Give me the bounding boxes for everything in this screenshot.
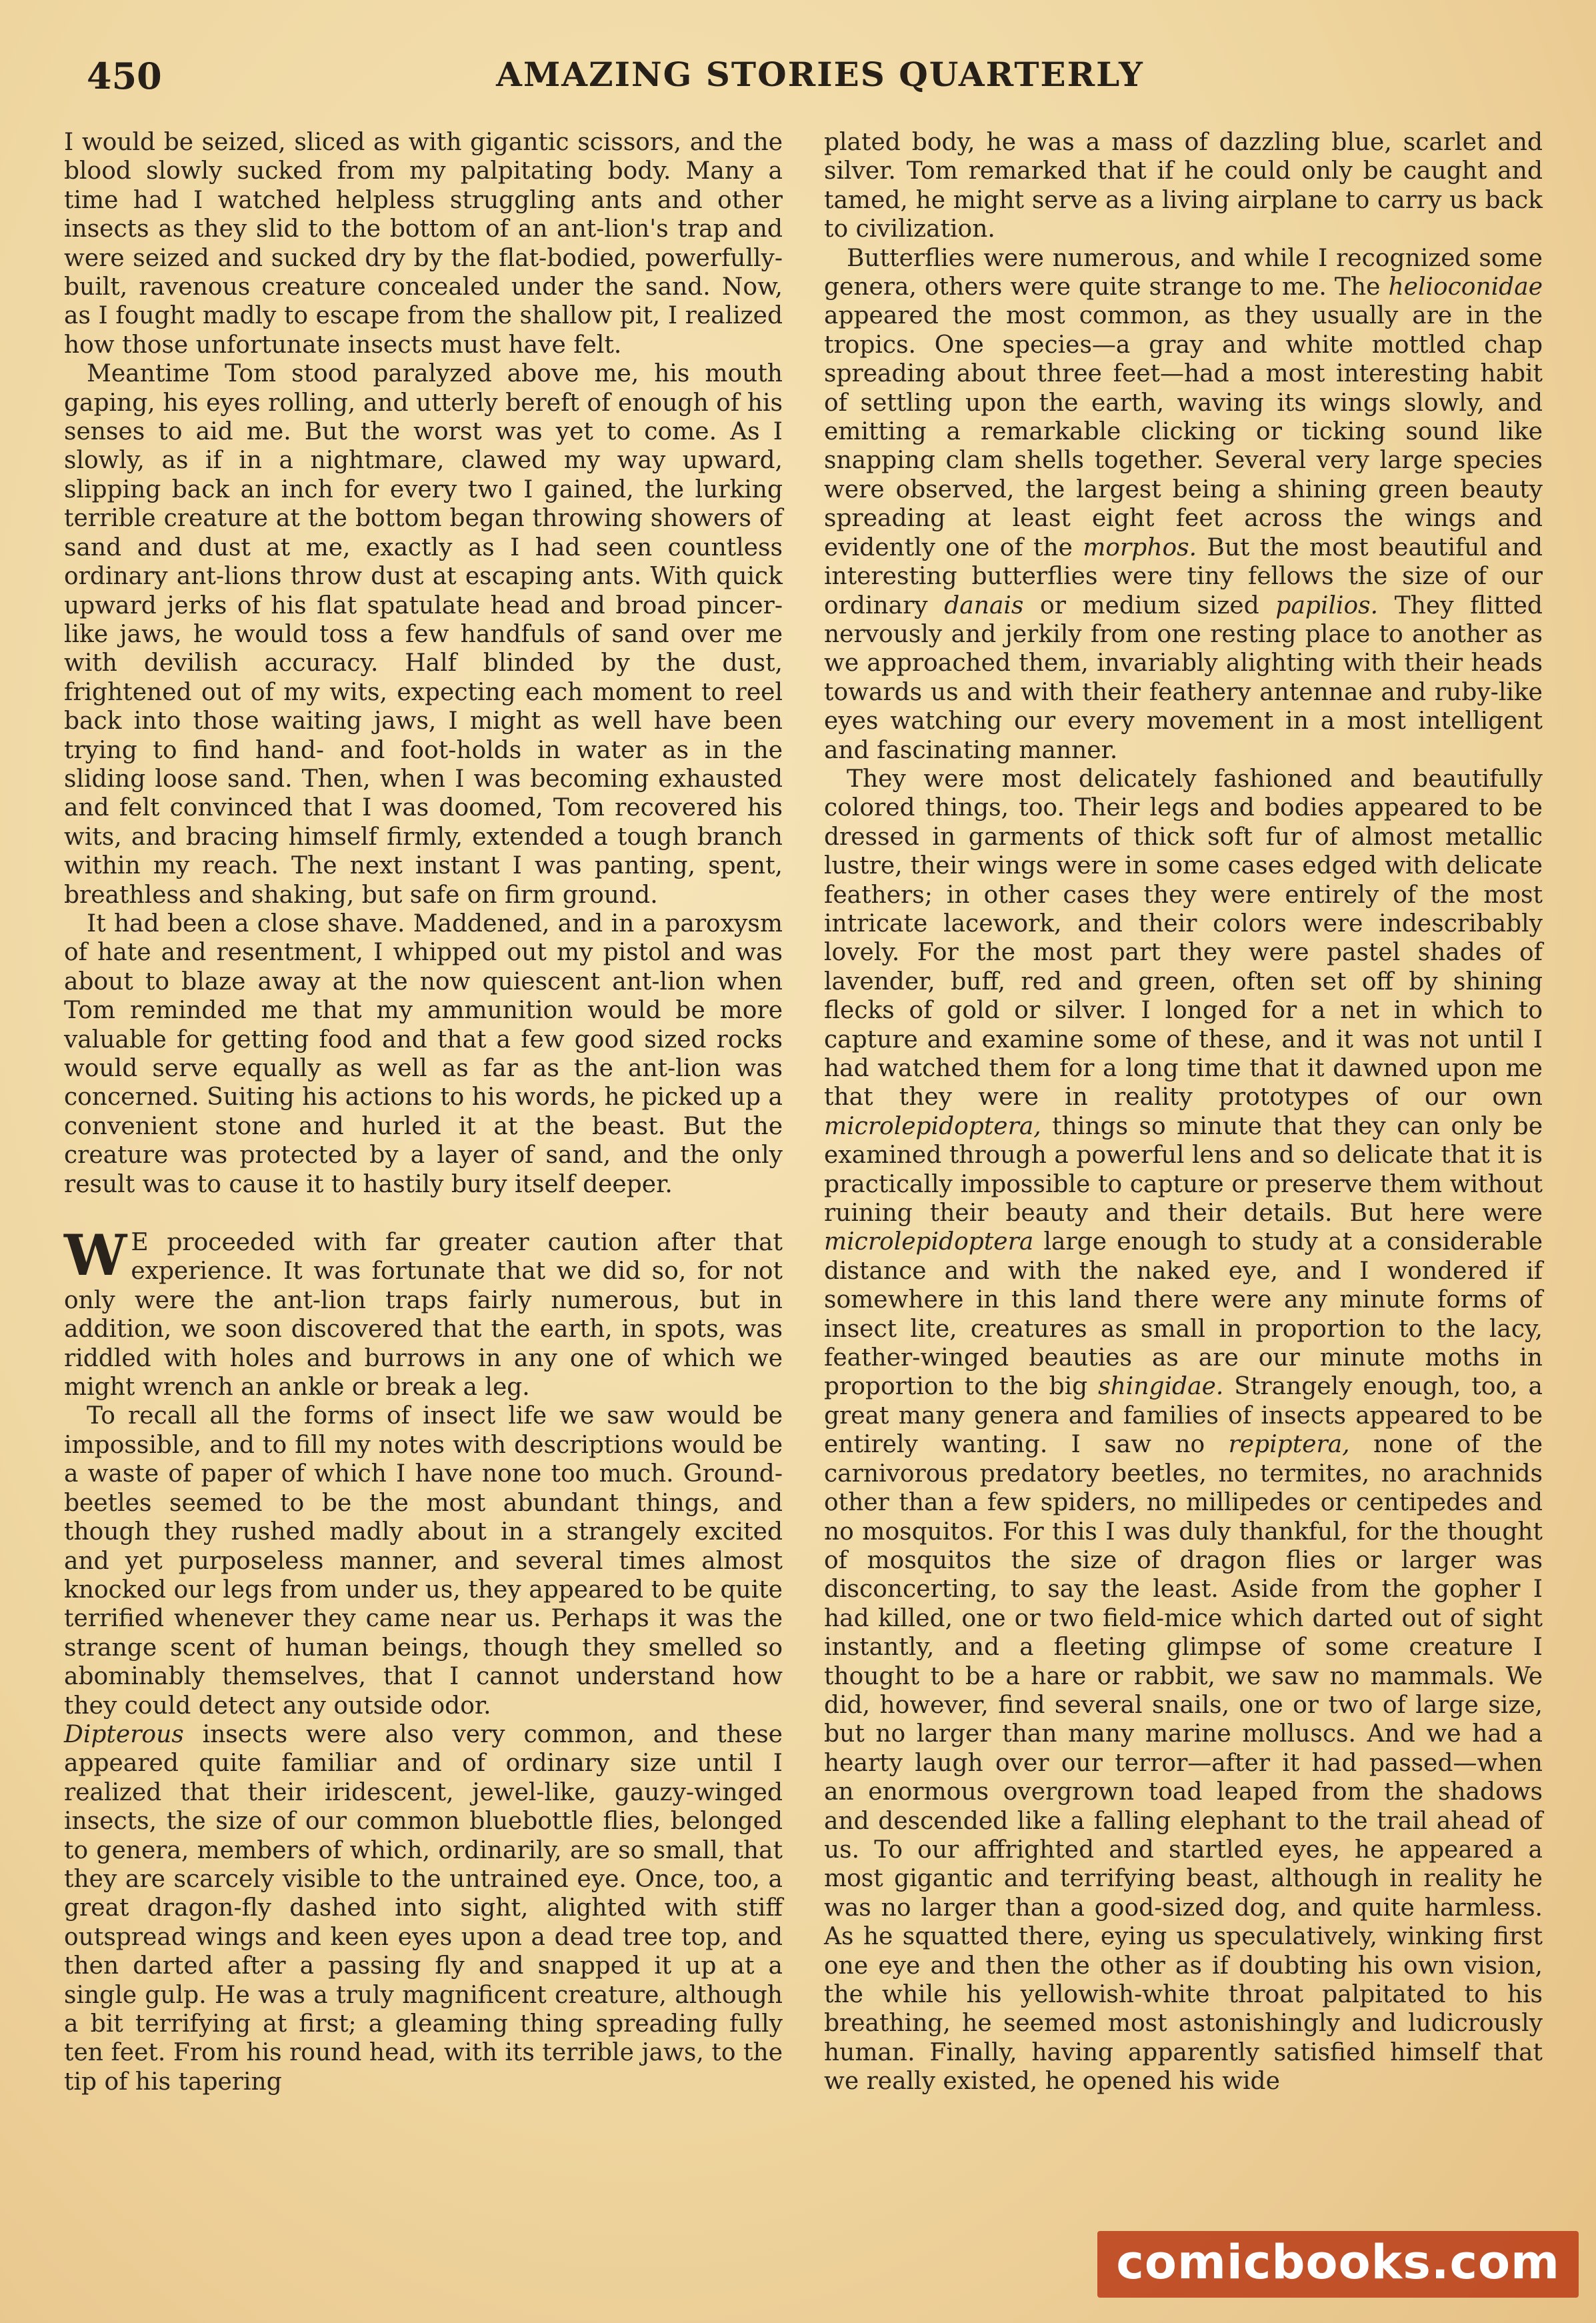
italic-term: helioconidae	[1388, 273, 1543, 301]
page-header	[87, 55, 1553, 108]
right-column	[824, 128, 1543, 2096]
paragraph: Meantime Tom stood paralyzed above me, his mouth gaping, his eyes rolling, and utterly bereft of enough of his senses to aid me. But the worst was yet to come. As I slowly, as if in a nightmare, clawed my way upward, slipping back an inch for every two I gained, the lurking terrible creature at the bottom began throwing showers of sand and dust at me, exactly as I had seen countless ordinary ant-lions throw dust at escaping ants. With quick upward jerks of his flat spatulate head and broad pincer-like jaws, he would toss a few handfuls of sand over me with devilish accuracy. Half blinded by the dust, frightened out of my wits, expecting each moment to reel back into those waiting jaws, I might as well have been trying to find hand- and foot-holds in water as in the sliding loose sand. Then, when I was becoming exhausted and felt convinced that I was doomed, Tom recovered his wits, and bracing himself firmly, extended a tough branch within my reach. The next instant I was panting, spent, breathless and shaking, but safe on firm ground.	[64, 360, 783, 909]
italic-term: shingidae.	[1098, 1373, 1224, 1401]
italic-term: Dipterous	[64, 1720, 184, 1748]
paragraph-text: proceeded with far greater caution after that experience. It was fortunate that we did so, for not only were the ant-lion traps fairly numerous, but in addition, we soon discovered that the earth, in spots, was riddled with holes and burrows in any one of which we might wrench an ankle or break a leg.	[64, 1229, 783, 1402]
paragraph: plated body, he was a mass of dazzling blue, scarlet and silver. Tom remarked that if he could only be caught and tamed, he might serve as a living airplane to carry us back to civilization.	[824, 129, 1543, 243]
paragraph: It had been a close shave. Maddened, and in a paroxysm of hate and resentment, I whipped out my pistol and was about to blaze away at the now quiescent ant-lion when Tom reminded me that my ammunition would be more valuable for getting food and that a few good sized rocks would serve equally as well as far as the ant-lion was concerned. Suiting his actions to his words, he picked up a convenient stone and hurled it at the beast. But the creature was protected by a layer of sand, and the only result was to cause it to hastily bury itself deeper.	[64, 909, 783, 1198]
paragraph-text: none of the carnivorous predatory beetles, no termites, no arachnids other than a few spiders, no millipedes or centipedes and no mosquitos. For this I was duly thankful, for the thought of mosquitos the size of dragon flies or larger was disconcerting, to say the least. Aside from the gopher I had killed, one or two field-mice which darted out of sight instantly, and a fleeting glimpse of some creature I thought to be a hare or rabbit, we saw no mammals. We did, however, find several snails, one or two of large size, but no larger than many marine molluscs. And we had a hearty laugh over our terror—after it had passed—when an enormous overgrown toad leaped from the shadows and descended like a falling elephant to the trail ahead of us. To our affrighted and startled eyes, he appeared a most gigantic and terrifying beast, although in reality he was no larger than a good-sized dog, and quite harmless. As he squatted there, eying us speculatively, winking first one eye and then the other as if doubting his own vision, the while his yellowish-white throat palpitated to his breathing, he seemed most astonishingly and ludicrously human. Finally, having apparently satisfied himself that we really existed, he opened his wide	[824, 1431, 1543, 2096]
drop-cap: W	[64, 1222, 127, 1289]
italic-term: morphos.	[1083, 533, 1197, 561]
paragraph: To recall all the forms of insect life we saw would be impossible, and to fill my notes with descriptions would be a waste of paper of which I have none too much. Ground-beetles seemed to be the most abundant things, and though they rushed madly about in a strangely excited and yet purposeless manner, and several times almost knocked our legs from under us, they appeared to be quite terrified whenever they came near us. Perhaps it was the strange scent of human beings, though they smelled so abominably themselves, that I cannot understand how they could detect any outside odor.	[64, 1402, 783, 1720]
paragraph-text: Butterflies were numerous, and while I recognized some genera, others were quite strange to me. The	[824, 244, 1543, 301]
paragraph-text: insects were also very common, and these appeared quite familiar and of ordinary size until I realized that their iridescent, jewel-like, gauzy-winged insects, the size of our common bluebottle flies, belonged to genera, members of which, ordinarily, are so small, that they are scarcely visible to the untrained eye. Once, too, a great dragon-fly dashed into sight, alighted with stiff outspread wings and keen eyes upon a dead tree top, and then darted after a passing fly and snapped it up at a single gulp. He was a truly magnificent creature, although a bit terrifying at first; a gleaming thing spreading fully ten feet. From his round head, with its terrible jaws, to the tip of his tapering	[64, 1720, 783, 2096]
left-column	[64, 128, 783, 2096]
italic-term: repiptera,	[1228, 1431, 1350, 1459]
paragraph-text: large enough to study at a considerable distance and with the naked eye, and I wondered if somewhere in this land there were any minute forms of insect lite, creatures as small in proportion to the lacy, feather-winged beauties as are our minute moths in proportion to the big	[824, 1228, 1543, 1401]
italic-term: papilios.	[1275, 591, 1379, 619]
page-number: 450	[87, 55, 162, 97]
site-watermark: comicbooks.com	[1097, 2231, 1579, 2298]
article-body	[64, 128, 1543, 2188]
italic-term: microlepidoptera,	[824, 1112, 1041, 1140]
paragraph-text: But the most beautiful and interesting butterflies were tiny fellows the size of our ordinary	[824, 533, 1543, 619]
paragraph-text: or medium sized	[1023, 591, 1276, 619]
paragraph: I would be seized, sliced as with gigantic scissors, and the blood slowly sucked from my palpitating body. Many a time had I watched helpless struggling ants and other insects as they slid to the bottom of an ant-lion's trap and were seized and sucked dry by the flat-bodied, powerfully-built, ravenous creature concealed under the sand. Now, as I fought madly to escape from the shallow pit, I realized how those unfortunate insects must have felt.	[64, 129, 783, 359]
paragraph	[824, 244, 1543, 765]
paragraph	[824, 765, 1543, 2096]
italic-term: microlepidoptera	[824, 1228, 1034, 1256]
magazine-title: AMAZING STORIES QUARTERLY	[496, 55, 1144, 94]
paragraph-text: things so minute that they can only be examined through a powerful lens and so delicate that it is practically impossible to capture or preserve them without ruining their beauty and their details. But here were	[824, 1112, 1543, 1228]
paragraph-text: appeared the most common, as they usually are in the tropics. One species—a gray and white mottled chap spreading about three feet—had a most interesting habit of settling upon the earth, waving its wings slowly, and emitting a remarkable clicking or ticking sound like snapping clam shells together. Several very large species were observed, the largest being a shining green beauty spreading at least eight feet across the wings and evidently one of the	[824, 302, 1543, 561]
paragraph	[64, 1720, 783, 2096]
italic-term: danais	[944, 591, 1024, 619]
paragraph-text: They were most delicately fashioned and beautifully colored things, too. Their legs and bodies appeared to be dressed in garments of thick soft fur of almost metallic lustre, their wings were in some cases edged with delicate feathers; in other cases they were entirely of the most intricate lacework, and their colors were indescribably lovely. For the most part they were pastel shades of lavender, buff, red and green, often set off by shining flecks of gold or silver. I longed for a net in which to capture and examine some of these, and it was not until I had watched them for a long time that it dawned upon me that they were in reality prototypes of our own	[824, 765, 1543, 1111]
section-break	[64, 1199, 783, 1228]
section-opening-paragraph	[64, 1222, 783, 1402]
paragraph-text: They flitted nervously and jerkily from one resting place to another as we approached them, invariably alighting with their heads towards us and with their feathery antennae and ruby-like eyes watching our every movement in a most intelligent and fascinating manner.	[824, 591, 1543, 764]
paragraph-text: Strangely enough, too, a great many genera and families of insects appeared to be entirely wanting. I saw no	[824, 1373, 1543, 1459]
small-caps-letter: E	[131, 1229, 149, 1257]
